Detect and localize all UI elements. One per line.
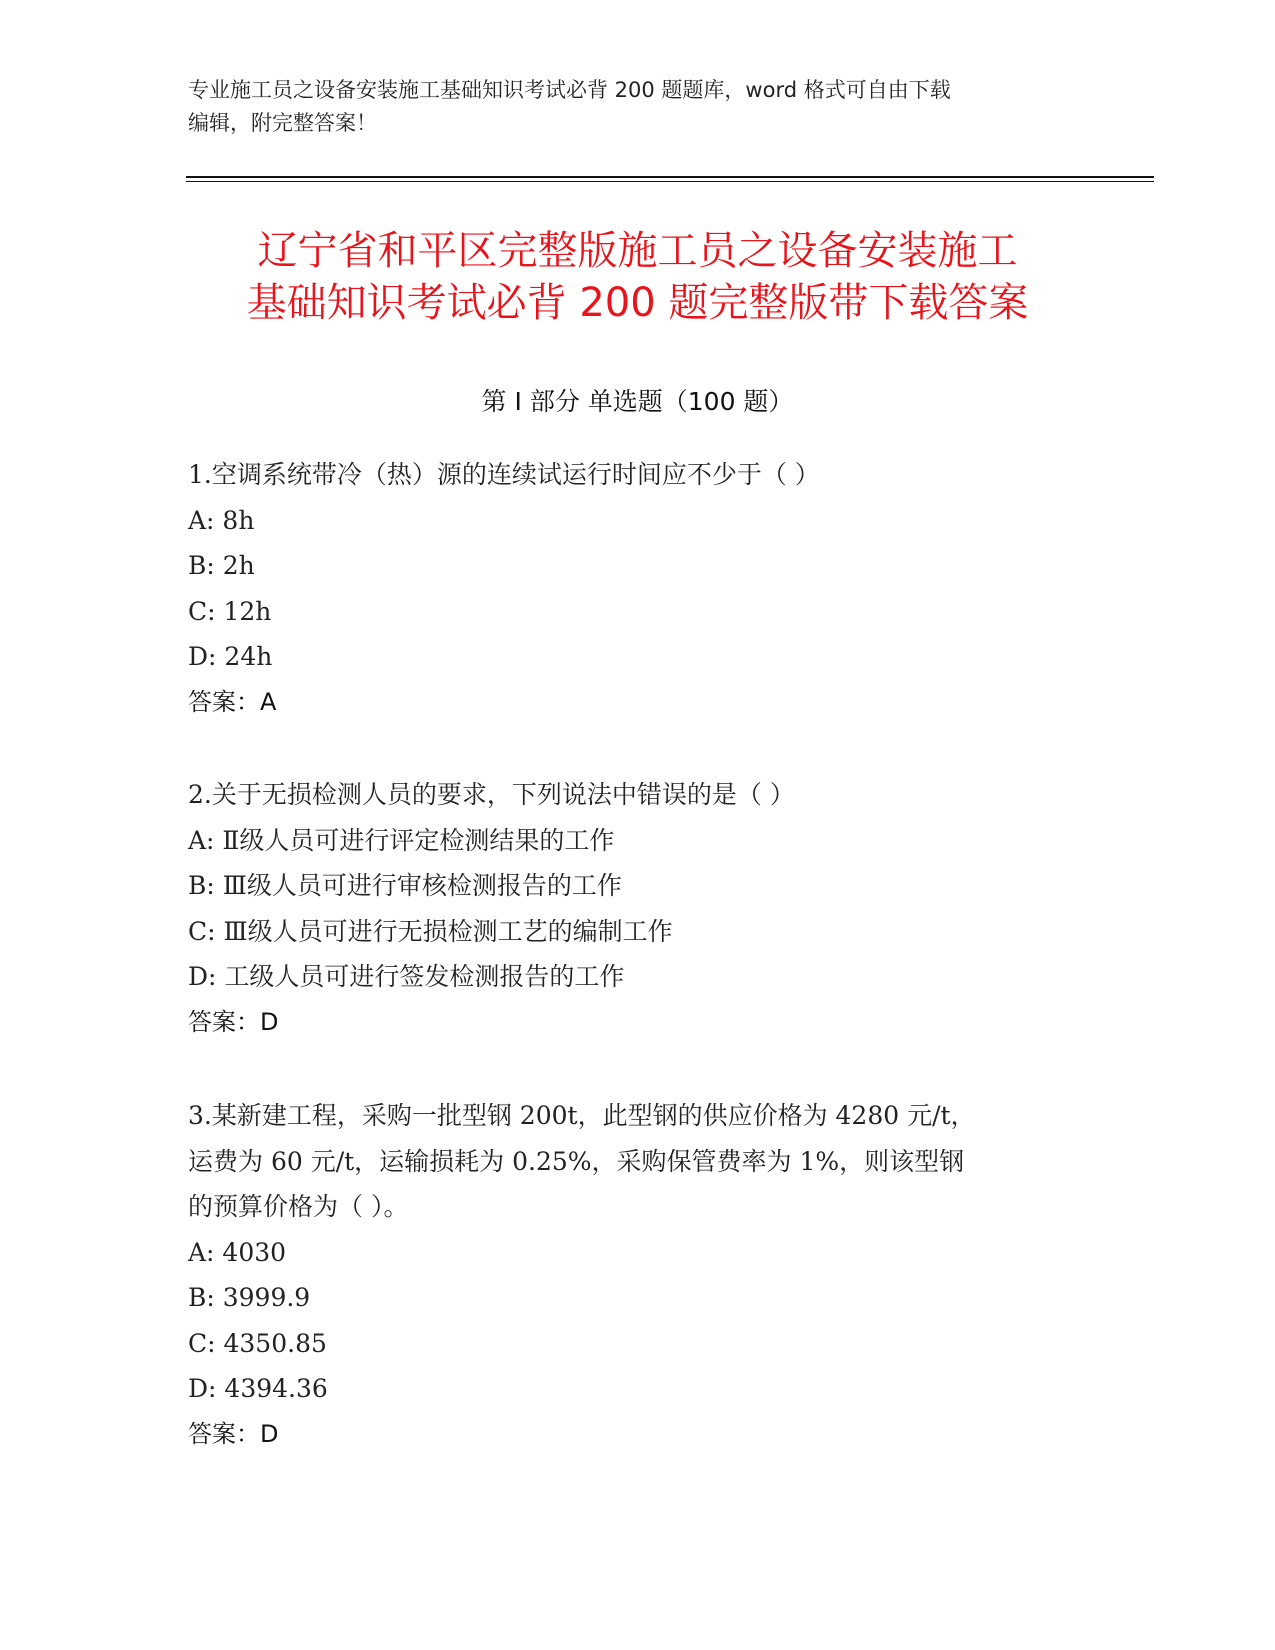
option-c: C: 4350.85: [188, 1328, 327, 1358]
document-title: [150, 225, 1125, 329]
question-stem: 1.空调系统带冷（热）源的连续试运行时间应不少于（ ）: [188, 460, 820, 489]
question-block: [188, 1093, 1088, 1457]
option-a: A: 4030: [188, 1237, 287, 1267]
question-stem-line-2: 运费为 60 元/t，运输损耗为 0.25%，采购保管费率为 1%，则该型钢: [188, 1146, 965, 1176]
section-heading: 第 I 部分 单选题（100 题）: [481, 387, 794, 416]
question-block: [188, 772, 1088, 1045]
option-a: A: 8h: [188, 505, 255, 535]
option-b: B: Ⅲ级人员可进行审核检测报告的工作: [188, 871, 622, 900]
option-d: D: 24h: [188, 642, 273, 671]
answer-line: 答案：D: [188, 1419, 279, 1448]
option-b: B: 2h: [188, 551, 255, 580]
question-stem-line-3: 的预算价格为（ ）。: [188, 1192, 409, 1221]
answer-line: 答案：A: [188, 687, 277, 716]
document-header-note: [188, 74, 1088, 140]
option-b: B: 3999.9: [188, 1283, 311, 1312]
option-c: C: 12h: [188, 596, 272, 626]
header-divider-thin: [186, 181, 1154, 182]
option-c: C: Ⅲ级人员可进行无损检测工艺的编制工作: [188, 916, 673, 946]
question-stem-line-1: 3.某新建工程，采购一批型钢 200t，此型钢的供应价格为 4280 元/t，: [188, 1101, 976, 1130]
option-d: D: 工级人员可进行签发检测报告的工作: [188, 962, 625, 991]
document-title-line-2: 基础知识考试必背 200 题完整版带下载答案: [246, 280, 1029, 326]
question-block: [188, 452, 1088, 725]
document-title-line-1: 辽宁省和平区完整版施工员之设备安装施工: [257, 228, 1018, 274]
question-stem: 2.关于无损检测人员的要求，下列说法中错误的是（ ）: [188, 780, 795, 809]
header-note-line-1: 专业施工员之设备安装施工基础知识考试必背 200 题题库，word 格式可自由下载: [188, 78, 951, 102]
header-note-line-2: 编辑，附完整答案！: [188, 111, 377, 135]
header-divider-thick: [186, 176, 1154, 178]
answer-line: 答案：D: [188, 1007, 279, 1036]
option-d: D: 4394.36: [188, 1374, 328, 1403]
option-a: A: Ⅱ级人员可进行评定检测结果的工作: [188, 825, 615, 855]
